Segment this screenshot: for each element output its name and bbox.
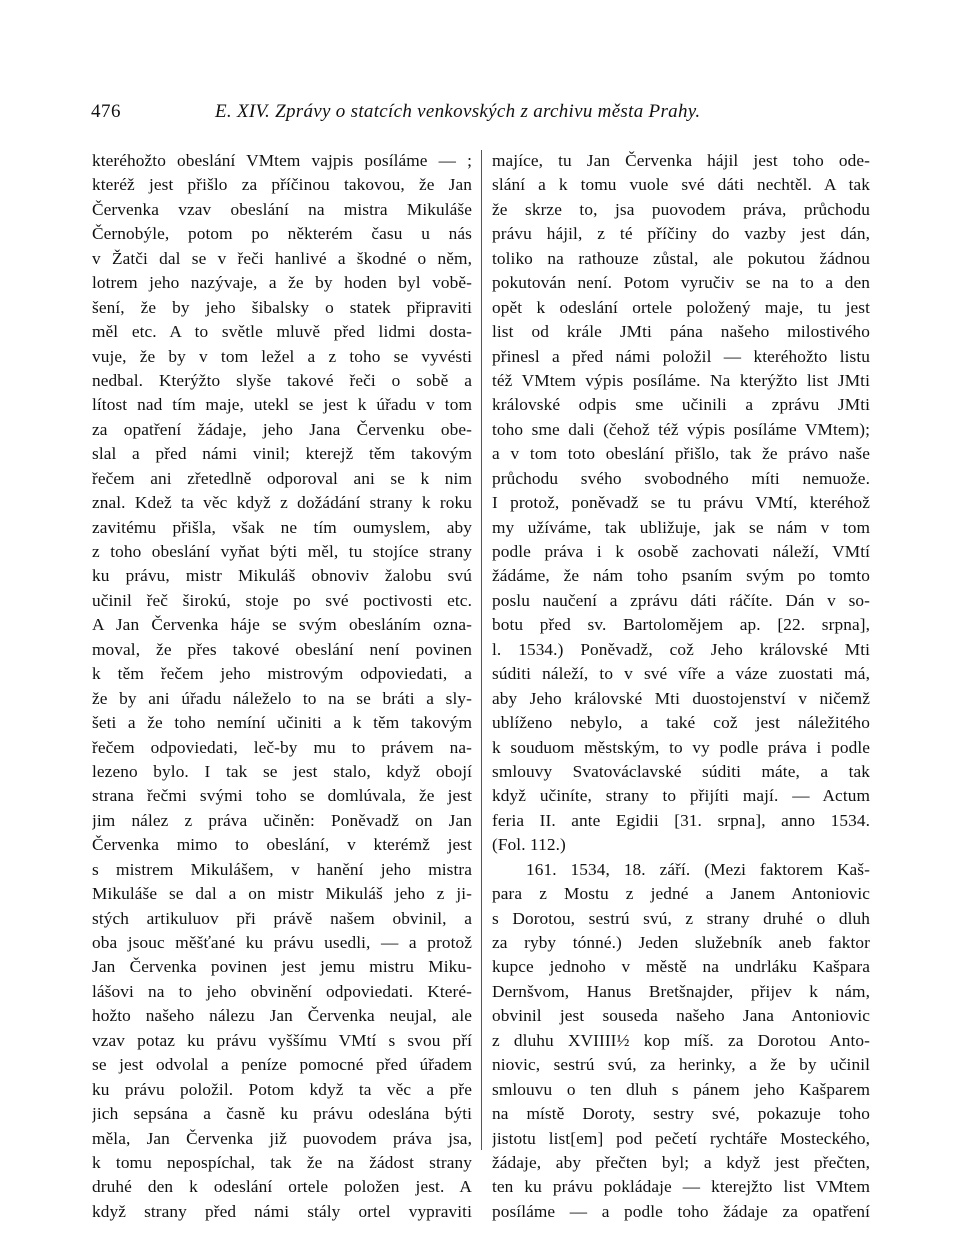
- text-line: vuje, že by v tom ležel a z toho se vyvésti: [92, 346, 472, 366]
- text-line: učinil řeč širokú, stoje po své poctivosti etc.: [92, 590, 472, 610]
- text-line: toliko na rathouze zůstal, ale pokutou žádnou: [492, 248, 870, 268]
- text-line: ublíženo nebylo, a také což jest náležitého: [492, 713, 870, 733]
- text-line: moval, že přes takové obeslání není povinen: [92, 639, 472, 659]
- text-line: ten ku právu pokládaje — kterejžto list VMtem: [492, 1177, 870, 1197]
- text-line: kteréž jest přišlo za příčinou takovou, že Jan: [92, 175, 472, 195]
- text-line: I protož, poněvadž se tu právu VMtí, kteréhož: [492, 493, 870, 513]
- text-line: na místě Doroty, sestry své, pokazuje toho: [492, 1104, 870, 1124]
- text-line: měl etc. A to světle mluvě před lidmi dosta-: [92, 322, 472, 342]
- text-line: A Jan Červenka háje se svým obesláním ozna-: [92, 615, 472, 635]
- text-line: za ryby tónné.) Jeden služebník aneb faktor: [492, 933, 870, 952]
- text-line: (Fol. 112.): [492, 835, 566, 855]
- text-line: kteréhožto obeslání VMtem vajpis posíláme — ;: [92, 151, 472, 170]
- text-line: s Dorotou, sestrú svú, z strany druhé o dluh: [492, 908, 870, 928]
- text-line: niovic, sestrú svú, za herinky, a že by učinil: [492, 1055, 870, 1075]
- text-line: list od krále JMti pána našeho milostivého: [492, 322, 870, 342]
- text-line: Jan Červenka povinen jest jemu mistru Miku-: [92, 957, 472, 977]
- page-header: [91, 100, 881, 124]
- text-line: podle práva i k osobě zachovati náleží, VMtí: [492, 542, 870, 561]
- text-line: my užíváme, tak ubližuje, jak se nám v tom: [492, 517, 870, 537]
- text-line: a v tom toto obeslání přišlo, tak že právo naše: [492, 444, 870, 464]
- text-line: poslu naučení a zprávu dáti ráčíte. Dán v so-: [492, 590, 870, 610]
- right-column: [492, 149, 870, 1224]
- text-line: šeti a že toho nemíní učiniti a k těm takovým: [92, 713, 472, 733]
- text-line: když učiníte, strany to přijíti mají. — Actum: [492, 786, 870, 806]
- text-line: pokutován není. Potom vyručiv se na to a den: [492, 273, 870, 293]
- text-line: slání a k tomu vuole své dáti nechtěl. A tak: [492, 175, 870, 195]
- text-line: když strany před námi stály ortel vypraviti: [92, 1201, 472, 1221]
- text-line: nedbal. Kterýžto slyše takové řeči o sobě a: [92, 370, 472, 390]
- text-line: l. 1534.) Poněvadž, což Jeho královské Mti: [492, 639, 870, 659]
- text-line: právu hájil, z té příčiny do vazby jest dán,: [492, 224, 870, 244]
- text-line: stých artikuluov při právě našem obvinil, a: [92, 908, 472, 928]
- text-line: žádaje, aby přečten byl; a když jest přečten,: [492, 1152, 870, 1172]
- text-line: též VMtem výpis posíláme. Na kterýžto list JMti: [492, 370, 870, 390]
- text-line: zavitému přišla, však ne tím oumyslem, aby: [92, 517, 472, 537]
- text-line: žádáme, že nám toho psaním svým po tomto: [492, 566, 870, 586]
- text-line: řečem odpoviedati, leč-by mu to právem na-: [92, 737, 472, 757]
- text-line: z dluhu XVIIII½ kop míš. za Dorotou Anto-: [492, 1030, 870, 1050]
- text-line: posíláme — a podle toho žádaje za opatření: [492, 1201, 870, 1221]
- text-line: řečem ani zřetedlně odporoval ani se k nim: [92, 468, 472, 488]
- text-line: 161. 1534, 18. září. (Mezi faktorem Kaš-: [526, 859, 870, 879]
- text-line: k tomu nepospíchal, tak že na žádost strany: [92, 1152, 472, 1172]
- text-line: vzav potaz ku právu vyššímu VMtí s svou pří: [92, 1030, 472, 1050]
- text-line: Mikuláše se dal a on mistr Mikuláš jeho z ji-: [92, 884, 472, 904]
- left-column: [92, 149, 472, 1224]
- text-line: para z Mostu z jedné a Janem Antoniovic: [492, 884, 870, 904]
- text-line: znal. Kdež ta věc když z dožádání strany k roku: [92, 493, 472, 513]
- text-line: ku právu, mistr Mikuláš obnoviv žalobu svú: [92, 566, 472, 586]
- text-line: majíce, tu Jan Červenka hájil jest toho ode-: [492, 151, 870, 170]
- text-line: se jest odvolal a peníze pomocné před úřadem: [92, 1055, 472, 1075]
- text-line: v Žatči dal se v řeči hanlivé a škodné o něm,: [92, 248, 472, 268]
- text-line: Červenka vzav obeslání na mistra Mikuláše: [92, 199, 472, 219]
- text-line: z toho obeslání vyňat býti měl, tu stojíce strany: [92, 542, 472, 561]
- text-line: opět k odeslání ortele položený maje, tu jest: [492, 297, 870, 317]
- text-line: Červenka mimo to obeslání, v kterémž jest: [92, 835, 472, 855]
- text-line: feria II. ante Egidii [31. srpna], anno 1534.: [492, 810, 870, 830]
- text-line: průchodu svého svobodného míti nemuože.: [492, 468, 870, 488]
- text-line: obvinil jest souseda našeho Jana Antoniovic: [492, 1006, 870, 1026]
- text-line: aby Jeho královské Mti duostojenství v ničemž: [492, 688, 870, 708]
- text-line: jistotu list[em] pod pečetí rychtáře Mosteckého,: [492, 1128, 870, 1148]
- text-line: šení, že by jeho šibalsky o statek připraviti: [92, 297, 472, 317]
- text-line: strana řečmi svými toho se domlúvala, že jest: [92, 786, 472, 806]
- text-line: lášovi na to jeho obvinění odpoviedati. Které-: [92, 981, 472, 1001]
- text-line: jich sepsána a časně ku právu odeslána býti: [92, 1104, 472, 1124]
- text-line: smlouvu o ten dluh s pánem jeho Kašparem: [492, 1079, 870, 1099]
- text-line: oba jsouc měšťané ku právu usedli, — a protož: [92, 933, 472, 952]
- text-line: Černobýle, potom po některém času u nás: [92, 224, 472, 244]
- text-line: ku právu položil. Potom když ta věc a pře: [92, 1079, 472, 1099]
- text-line: lotrem jeho nazývaje, a že by hoden byl vobě-: [92, 273, 472, 293]
- text-line: smlouvy Svatováclavské súditi máte, a tak: [492, 761, 870, 781]
- text-line: botu před sv. Bartolomějem ap. [22. srpna],: [492, 615, 870, 635]
- text-line: k souduom městským, to vy podle práva i podle: [492, 737, 870, 757]
- text-line: hožto našeho nálezu Jan Červenka neujal, ale: [92, 1006, 472, 1026]
- running-title: E. XIV. Zprávy o statcích venkovských z archivu města Prahy.: [215, 101, 701, 122]
- text-line: královské odpis sme učinili a zprávu JMti: [492, 395, 870, 415]
- text-line: Dernšvom, Hanus Bretšnajder, přijev k nám,: [492, 981, 870, 1001]
- text-line: že by ani úřadu náleželo to na se bráti a sly-: [92, 688, 472, 708]
- text-line: jim nález z práva učiněn: Poněvadž on Jan: [92, 810, 472, 830]
- text-line: s mistrem Mikulášem, v hanění jeho mistra: [92, 859, 472, 879]
- text-line: súditi náleží, to v své víře a váze zuostati má,: [492, 664, 870, 684]
- text-line: lítost nad tím maje, utekl se jest k úřadu v tom: [92, 395, 472, 415]
- text-line: měla, Jan Červenka již puovodem práva jsa,: [92, 1128, 472, 1148]
- text-line: toho sme dali (čehož též výpis posíláme VMtem);: [492, 419, 870, 439]
- text-line: druhé den k odeslání ortele položen jest. A: [92, 1177, 472, 1197]
- text-line: že skrze to, jsa puovodem práva, průchodu: [492, 199, 870, 219]
- text-line: slal a před námi vinil; kterejž těm takovým: [92, 444, 472, 464]
- column-divider: [481, 150, 482, 1150]
- text-line: kupce jednoho v městě na undrláku Kašpara: [492, 957, 870, 977]
- page-number: 476: [91, 101, 121, 122]
- text-line: lezeno bylo. I tak se jest stalo, když obojí: [92, 761, 472, 781]
- text-line: přinesl a před námi položil — kteréhožto listu: [492, 346, 870, 366]
- text-line: za opatření žádaje, jeho Jana Červenku obe-: [92, 419, 472, 439]
- text-line: k těm řečem jeho mistrovým odpoviedati, a: [92, 664, 472, 684]
